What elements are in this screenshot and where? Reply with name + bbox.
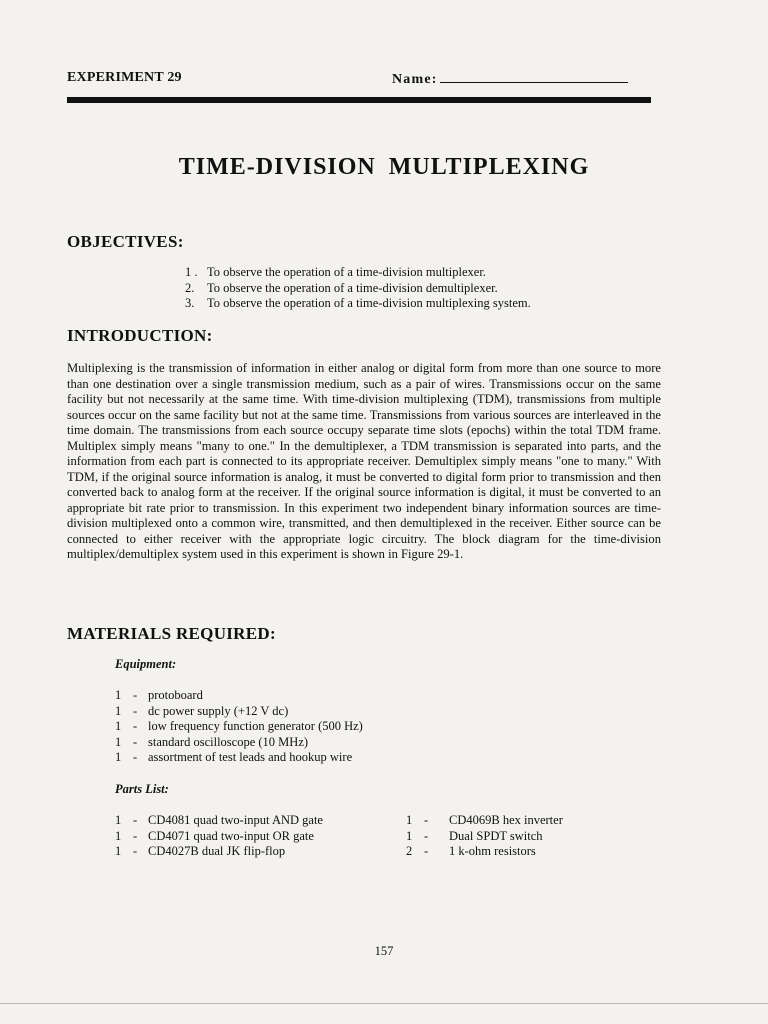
objectives-heading: OBJECTIVES:: [67, 232, 184, 251]
list-item: 1 - CD4069B hex inverter: [406, 813, 563, 827]
equipment-list: [115, 688, 363, 766]
page-title: TIME-DIVISION MULTIPLEXING: [178, 154, 590, 180]
name-field: [392, 70, 628, 88]
list-item: 1 - CD4027B dual JK flip-flop: [115, 844, 286, 858]
objectives-list: [185, 265, 531, 312]
introduction-body: Multiplexing is the transmission of information in either analog or digital form from more than one source to more than one destination over a single transmission medium, such as a pair of wires. Transmissions occur on the same facility but not necessarily at the same time. With time-division multiplexing (TDM), transmissions from multiple sources occur on the same facility but not at the same time. Transmissions from various sources are interleaved in the time domain. The transmissions from each source occupy separate time slots (epochs) within the total TDM frame. Multiplex simply means "many to one." In the demultiplexer, a TDM transmission is separated into parts, and the information from each part is connected to its appropriate receiver. Demultiplex simply means "one to many." With TDM, if the original source information is analog, it must be converted to digital form prior to transmission and then converted back to analog form at the receiver. If the original source information is digital, it must be converted to an appropriate bit rate prior to transmission. In this experiment two independent binary information sources are time-division multiplexed onto a common wire, transmitted, and then demultiplexed in the receiver. Either source can be connected to either receiver with the appropriate logic circuitry. The block diagram for the time-division multiplex/demultiplex system used in this experiment is shown in Figure 29-1.: [67, 361, 661, 561]
page-number: 157: [374, 944, 394, 958]
list-item: 1 - CD4071 quad two-input OR gate: [115, 828, 314, 843]
list-item: 1 - protoboard: [115, 688, 203, 702]
list-item: 1 - standard oscilloscope (10 MHz): [115, 734, 309, 749]
list-item: 1 - Dual SPDT switch: [406, 828, 543, 843]
name-label: Name:: [392, 72, 438, 87]
parts-list-right: [406, 813, 563, 860]
list-item: 1 - dc power supply (+12 V dc): [115, 703, 289, 718]
list-item: 2 - 1 k-ohm resistors: [406, 844, 536, 858]
header-rule: [67, 97, 651, 103]
objective-item: 3. To observe the operation of a time-division multiplexing system.: [185, 296, 531, 310]
name-blank-line: [440, 70, 628, 83]
parts-list-left: [115, 813, 323, 860]
scan-edge-line: [0, 1003, 768, 1004]
list-item: 1 - low frequency function generator (500 Hz): [115, 719, 363, 733]
list-item: 1 - CD4081 quad two-input AND gate: [115, 813, 323, 827]
experiment-label: EXPERIMENT 29: [67, 70, 182, 85]
introduction-heading: INTRODUCTION:: [67, 326, 213, 345]
materials-heading: MATERIALS REQUIRED:: [67, 624, 276, 643]
list-item: 1 - assortment of test leads and hookup wire: [115, 750, 353, 764]
equipment-label: Equipment:: [115, 657, 177, 671]
parts-list-label: Parts List:: [115, 782, 169, 796]
objective-item: 2. To observe the operation of a time-division demultiplexer.: [185, 280, 498, 295]
objective-item: 1 . To observe the operation of a time-division multiplexer.: [185, 265, 486, 279]
